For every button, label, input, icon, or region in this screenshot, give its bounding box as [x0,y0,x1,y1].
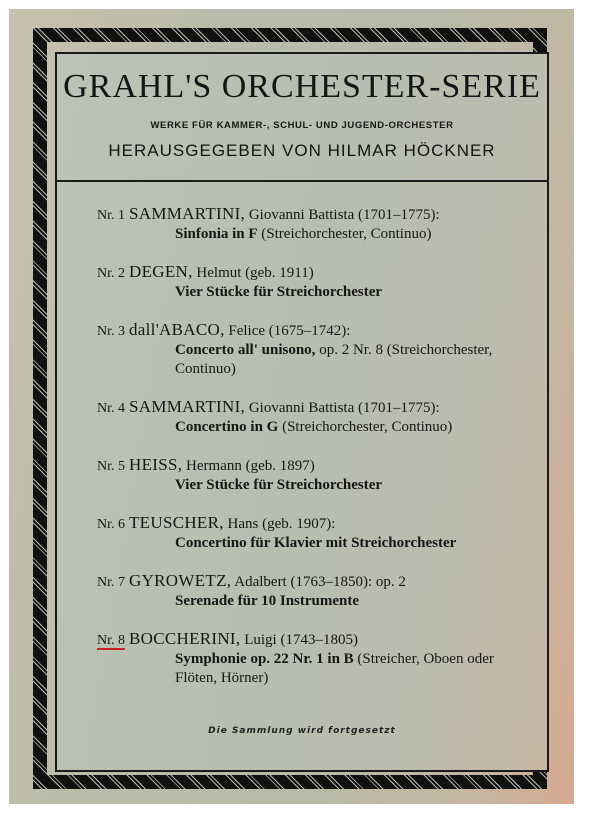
entry-number: Nr. 2 [97,266,125,281]
composer-details: Hans (geb. 1907): [223,516,336,532]
composer-name: DEGEN, [129,262,193,281]
composer-details: Adalbert (1763–1850): op. 2 [231,574,406,590]
entry-number: Nr. 3 [97,324,125,339]
catalog-entry [97,629,537,688]
composer-details: Hermann (geb. 1897) [182,458,315,474]
composer-name: HEISS, [129,455,183,474]
catalog-entry [97,262,537,302]
work-details: op. 2 Nr. 8 (Streichorchester, Continuo) [175,342,493,377]
entry-number: Nr. 4 [97,401,125,416]
catalog-entry [97,513,537,553]
series-subtitle: WERKE FÜR KAMMER-, SCHUL- UND JUGEND-ORCHESTER [150,120,454,131]
work-details: (Streichorchester, Continuo) [278,419,453,435]
catalog-entry [97,397,537,437]
composer-details: Luigi (1743–1805) [240,632,358,648]
work-title: Concertino in G [175,419,279,435]
composer-details: Helmut (geb. 1911) [192,265,314,281]
composer-name: SAMMARTINI, [129,397,246,416]
work-title: Vier Stücke für Streichorchester [175,284,383,300]
work-title: Symphonie op. 22 Nr. 1 in B [175,651,354,667]
composer-name: GYROWETZ, [129,571,232,590]
composer-name: dall'ABACO, [129,320,225,339]
entry-number-underlined: Nr. 8 [97,633,125,648]
work-details: (Streicher, Oboen oder Flöten, Hörner) [175,651,494,686]
catalog-entry [97,571,537,611]
composer-name: TEUSCHER, [129,513,224,532]
entry-number: Nr. 1 [97,208,125,223]
work-title: Concertino für Klavier mit Streichorchester [175,535,457,551]
composer-name: SAMMARTINI, [129,204,246,223]
composer-details: Giovanni Battista (1701–1775): [245,400,440,416]
composer-name: BOCCHERINI, [129,629,241,648]
entry-number: Nr. 7 [97,575,125,590]
work-title: Sinfonia in F [175,226,258,242]
composer-details: Felice (1675–1742): [224,323,351,339]
work-title: Serenade für 10 Instrumente [175,593,360,609]
catalog-entry [97,455,537,495]
work-title: Vier Stücke für Streichorchester [175,477,383,493]
editor-line: HERAUSGEGEBEN VON HILMAR HÖCKNER [108,141,496,160]
footer-note: Die Sammlung wird fortgesetzt [208,726,396,736]
inner-frame [55,52,549,772]
work-title: Concerto all' unisono, [175,342,316,358]
entry-number: Nr. 5 [97,459,125,474]
header [57,54,547,182]
composer-details: Giovanni Battista (1701–1775): [245,207,440,223]
catalog-entry [97,320,537,379]
catalog-list [97,204,537,706]
series-title: GRAHL'S ORCHESTER-SERIE [63,68,541,105]
work-details: (Streichorchester, Continuo) [257,226,432,242]
entry-number: Nr. 6 [97,517,125,532]
catalog-entry [97,204,537,244]
